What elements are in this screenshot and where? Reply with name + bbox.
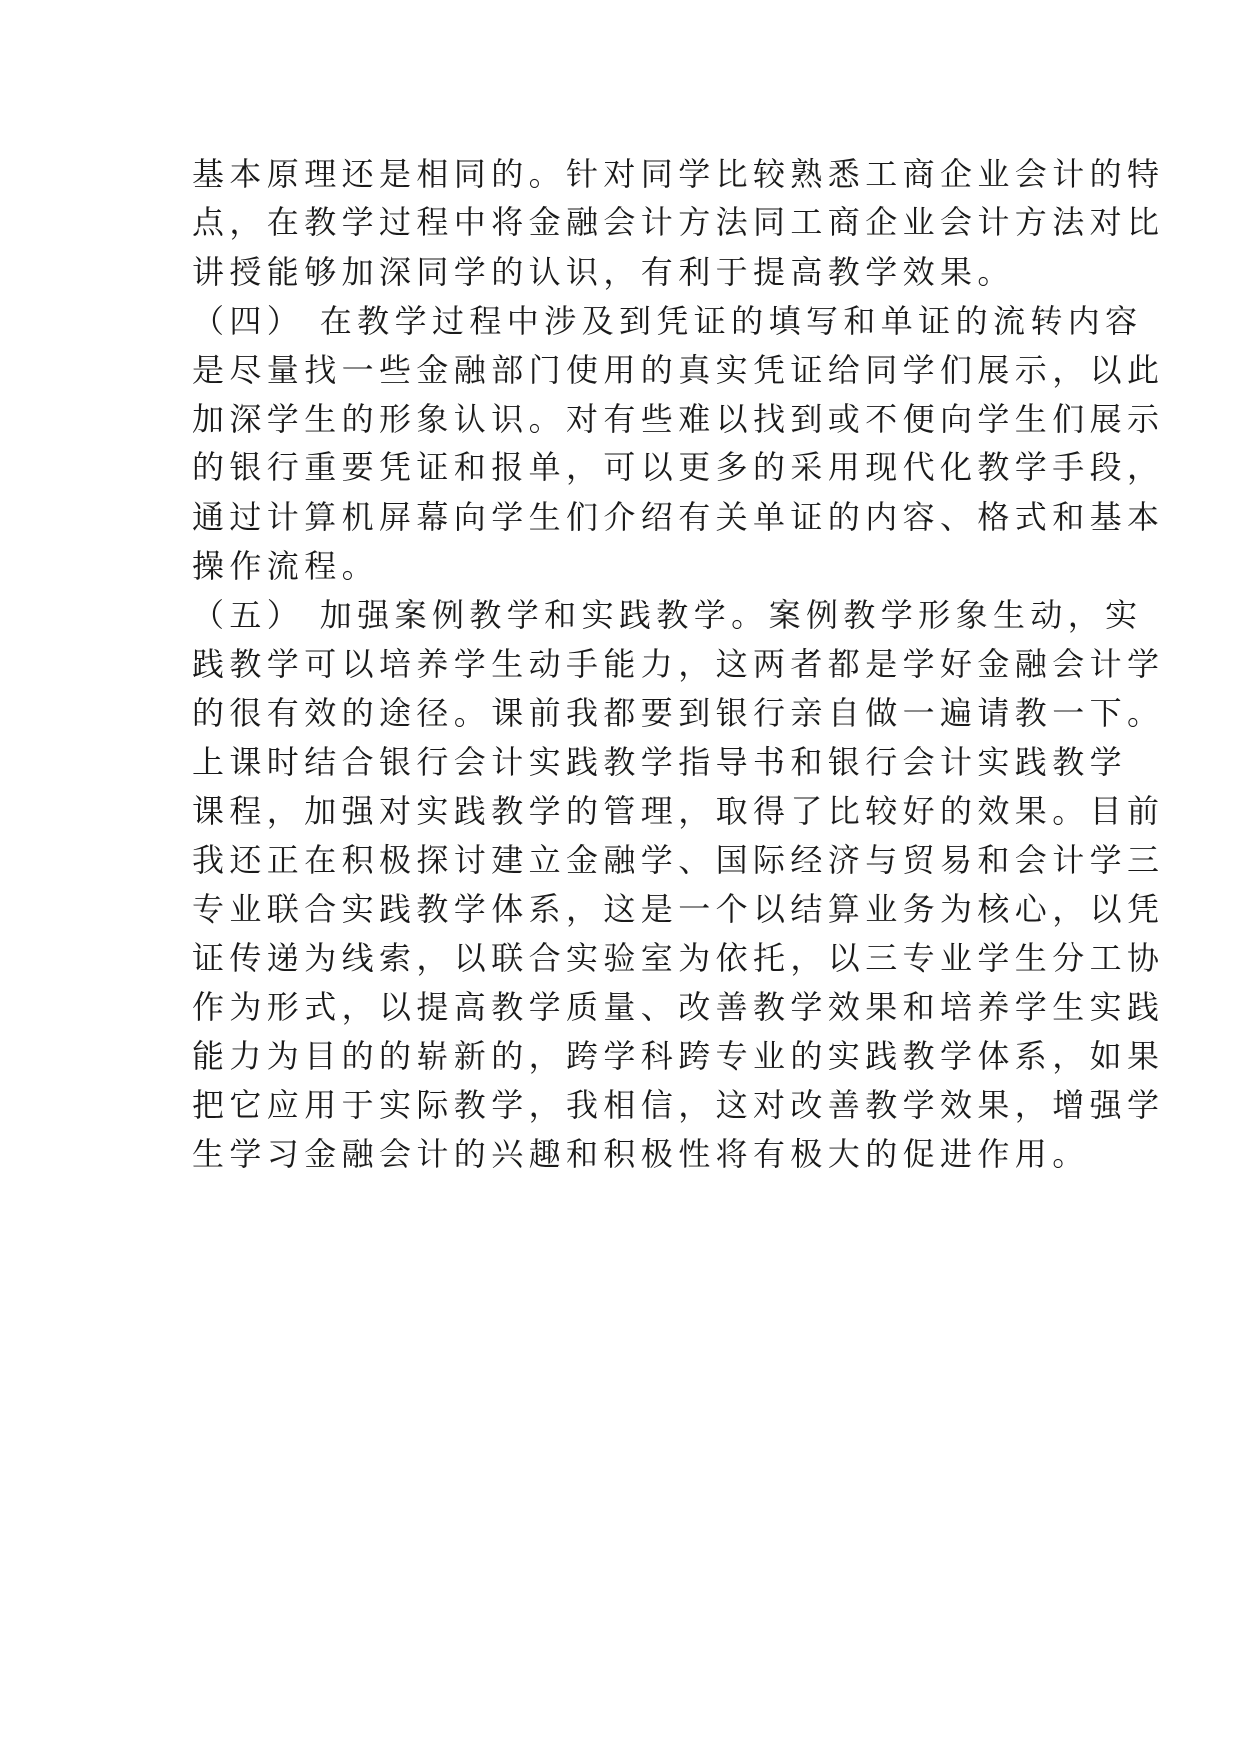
text-line: 上课时结合银行会计实践教学指导书和银行会计实践教学 [192,743,1128,781]
text-line: 专业联合实践教学体系，这是一个以结算业务为核心，以凭 [192,890,1165,928]
text-line: 证传递为线索，以联合实验室为依托，以三专业学生分工协 [192,939,1165,977]
text-line: 操作流程。 [192,547,380,585]
text-line: 能力为目的的崭新的，跨学科跨专业的实践教学体系，如果 [192,1037,1165,1075]
text-line: 加深学生的形象认识。对有些难以找到或不便向学生们展示 [192,400,1165,438]
text-line: 通过计算机屏幕向学生们介绍有关单证的内容、格式和基本 [192,498,1165,536]
text-line: 生学习金融会计的兴趣和积极性将有极大的促进作用。 [192,1135,1090,1173]
text-line: 把它应用于实际教学，我相信，这对改善教学效果，增强学 [192,1086,1165,1124]
text-line: 的很有效的途径。课前我都要到银行亲自做一遍请教一下。 [192,694,1165,732]
text-line: 是尽量找一些金融部门使用的真实凭证给同学们展示，以此 [192,351,1165,389]
section-four-line: （四） 在教学过程中涉及到凭证的填写和单证的流转内容 [192,302,1143,340]
text-line: 讲授能够加深同学的认识，有利于提高教学效果。 [192,253,1015,291]
section-five-line: （五） 加强案例教学和实践教学。案例教学形象生动，实 [192,596,1143,634]
text-line: 课程，加强对实践教学的管理，取得了比较好的效果。目前 [192,792,1165,830]
text-line: 基本原理还是相同的。针对同学比较熟悉工商企业会计的特 [192,155,1165,193]
text-line: 的银行重要凭证和报单，可以更多的采用现代化教学手段， [192,448,1165,486]
text-line: 点，在教学过程中将金融会计方法同工商企业会计方法对比 [192,203,1165,241]
text-line: 作为形式，以提高教学质量、改善教学效果和培养学生实践 [192,988,1165,1026]
text-line: 践教学可以培养学生动手能力，这两者都是学好金融会计学 [192,645,1165,683]
text-line: 我还正在积极探讨建立金融学、国际经济与贸易和会计学三 [192,841,1165,879]
